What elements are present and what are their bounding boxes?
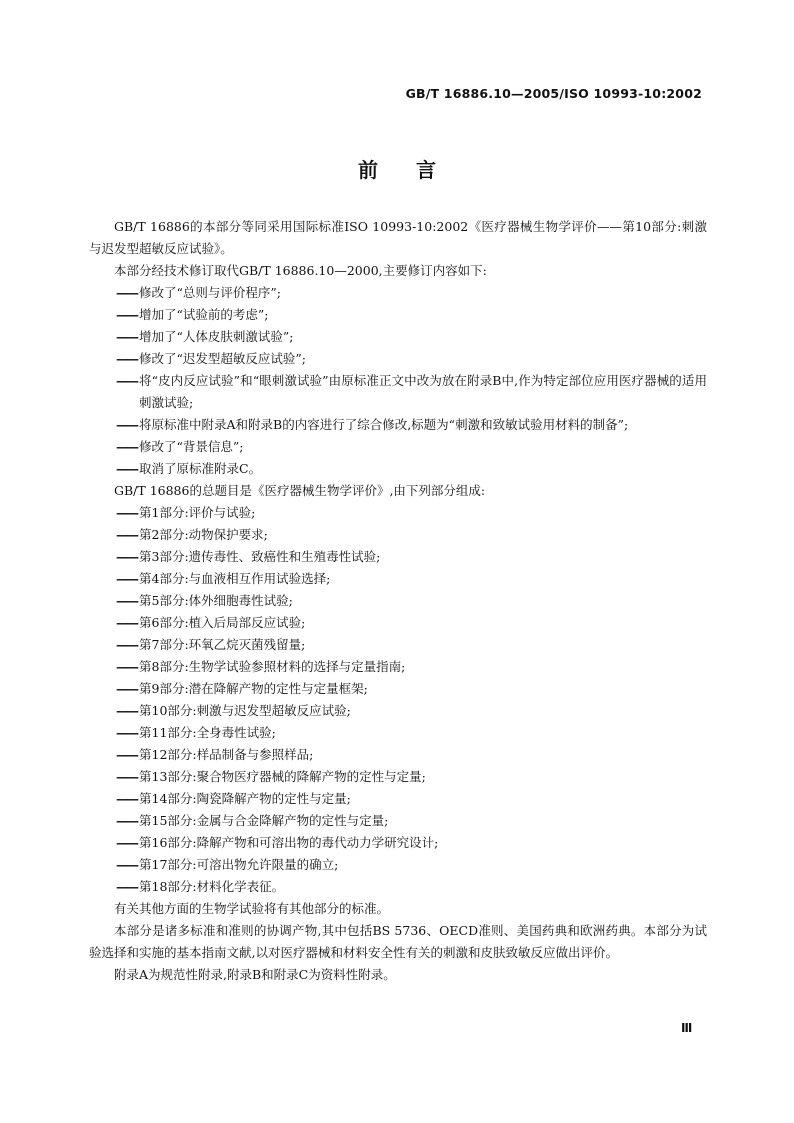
part-item-text: 第6部分:植入后局部反应试验;	[139, 615, 306, 630]
part-item-text: 第11部分:全身毒性试验;	[139, 725, 276, 740]
revision-item-text: 增加了“人体皮肤刺激试验”;	[139, 329, 294, 344]
revision-item-text: 修改了“迟发型超敏反应试验”;	[139, 351, 306, 366]
part-item-text: 第18部分:材料化学表征。	[139, 879, 285, 894]
list-dash: ——	[116, 637, 137, 652]
part-item-text: 第9部分:潜在降解产物的定性与定量框架;	[139, 681, 368, 696]
part-item-text: 第2部分:动物保护要求;	[139, 527, 268, 542]
list-dash: ——	[116, 285, 137, 300]
revision-item-text: 修改了“背景信息”;	[139, 439, 244, 454]
revision-item	[89, 282, 707, 304]
list-dash: ——	[116, 725, 137, 740]
other-parts-paragraph: 有关其他方面的生物学试验将有其他部分的标准。	[114, 901, 390, 916]
part-item	[89, 722, 707, 744]
intro-paragraph: GB/T 16886的本部分等同采用国际标准ISO 10993-10:2002《医疗器械生物学评价——第10部分:刺激与迟发型超敏反应试验》。	[89, 219, 707, 256]
list-dash: ——	[116, 813, 137, 828]
part-item-text: 第3部分:遗传毒性、致癌性和生殖毒性试验;	[139, 549, 381, 564]
revision-item-text: 将原标准中附录A和附录B的内容进行了综合修改,标题为“刺激和致敏试验用材料的制备”;	[139, 417, 629, 432]
list-dash: ——	[116, 769, 137, 784]
revision-item	[89, 370, 707, 414]
list-dash: ——	[116, 505, 137, 520]
page-title: 前言	[358, 158, 474, 182]
part-item	[89, 832, 707, 854]
revision-item	[89, 414, 707, 436]
list-dash: ——	[116, 351, 137, 366]
list-dash: ——	[116, 681, 137, 696]
list-dash: ——	[116, 659, 137, 674]
revision-list	[89, 282, 707, 480]
part-item-text: 第16部分:降解产物和可溶出物的毒代动力学研究设计;	[139, 835, 439, 850]
part-item	[89, 678, 707, 700]
part-item-text: 第7部分:环氧乙烷灭菌残留量;	[139, 637, 306, 652]
part-item	[89, 744, 707, 766]
part-item	[89, 590, 707, 612]
part-item-text: 第12部分:样品制备与参照样品;	[139, 747, 314, 762]
list-dash: ——	[116, 527, 137, 542]
list-dash: ——	[116, 835, 137, 850]
parts-list	[89, 502, 707, 898]
parts-intro: GB/T 16886的总题目是《医疗器械生物学评价》,由下列部分组成:	[114, 483, 486, 498]
list-dash: ——	[116, 307, 137, 322]
part-item-text: 第8部分:生物学试验参照材料的选择与定量指南;	[139, 659, 406, 674]
part-item-text: 第17部分:可溶出物允许限量的确立;	[139, 857, 339, 872]
list-dash: ——	[116, 417, 137, 432]
part-item-text: 第4部分:与血液相互作用试验选择;	[139, 571, 331, 586]
list-dash: ——	[116, 857, 137, 872]
part-item	[89, 656, 707, 678]
part-item	[89, 700, 707, 722]
list-dash: ——	[116, 373, 137, 388]
part-item	[89, 766, 707, 788]
list-dash: ——	[116, 791, 137, 806]
list-dash: ——	[116, 703, 137, 718]
list-dash: ——	[116, 615, 137, 630]
part-item-text: 第1部分:评价与试验;	[139, 505, 256, 520]
part-item	[89, 810, 707, 832]
list-dash: ——	[116, 461, 137, 476]
revision-item	[89, 326, 707, 348]
annex-note: 附录A为规范性附录,附录B和附录C为资料性附录。	[114, 967, 396, 982]
revision-item	[89, 458, 707, 480]
list-dash: ——	[116, 593, 137, 608]
standard-code: GB/T 16886.10—2005/ISO 10993-10:2002	[405, 86, 702, 101]
revision-item-text: 将“皮内反应试验”和“眼刺激试验”由原标准正文中改为放在附录B中,作为特定部位应用医疗器械的适用刺激试验;	[139, 373, 707, 410]
revision-intro: 本部分经技术修订取代GB/T 16886.10—2000,主要修订内容如下:	[114, 263, 487, 278]
part-item	[89, 634, 707, 656]
list-dash: ——	[116, 747, 137, 762]
part-item	[89, 854, 707, 876]
list-dash: ——	[116, 879, 137, 894]
basis-paragraph: 本部分是诸多标准和准则的协调产物,其中包括BS 5736、OECD准则、美国药典和欧洲药典。本部分为试验选择和实施的基本指南文献,以对医疗器械和材料安全性有关的刺激和皮肤致敏反应做出评价。	[89, 923, 707, 960]
list-dash: ——	[116, 571, 137, 586]
part-item	[89, 568, 707, 590]
part-item	[89, 502, 707, 524]
revision-item	[89, 348, 707, 370]
part-item-text: 第13部分:聚合物医疗器械的降解产物的定性与定量;	[139, 769, 426, 784]
part-item	[89, 788, 707, 810]
list-dash: ——	[116, 329, 137, 344]
revision-item	[89, 436, 707, 458]
document-body	[89, 216, 707, 986]
page-number: Ⅲ	[681, 1021, 692, 1035]
list-dash: ——	[116, 439, 137, 454]
revision-item	[89, 304, 707, 326]
part-item-text: 第14部分:陶瓷降解产物的定性与定量;	[139, 791, 351, 806]
part-item-text: 第5部分:体外细胞毒性试验;	[139, 593, 293, 608]
part-item-text: 第15部分:金属与合金降解产物的定性与定量;	[139, 813, 389, 828]
part-item	[89, 876, 707, 898]
revision-item-text: 取消了原标准附录C。	[139, 461, 262, 476]
part-item	[89, 546, 707, 568]
part-item-text: 第10部分:刺激与迟发型超敏反应试验;	[139, 703, 351, 718]
revision-item-text: 修改了“总则与评价程序”;	[139, 285, 281, 300]
part-item	[89, 612, 707, 634]
list-dash: ——	[116, 549, 137, 564]
part-item	[89, 524, 707, 546]
revision-item-text: 增加了“试验前的考虑”;	[139, 307, 269, 322]
